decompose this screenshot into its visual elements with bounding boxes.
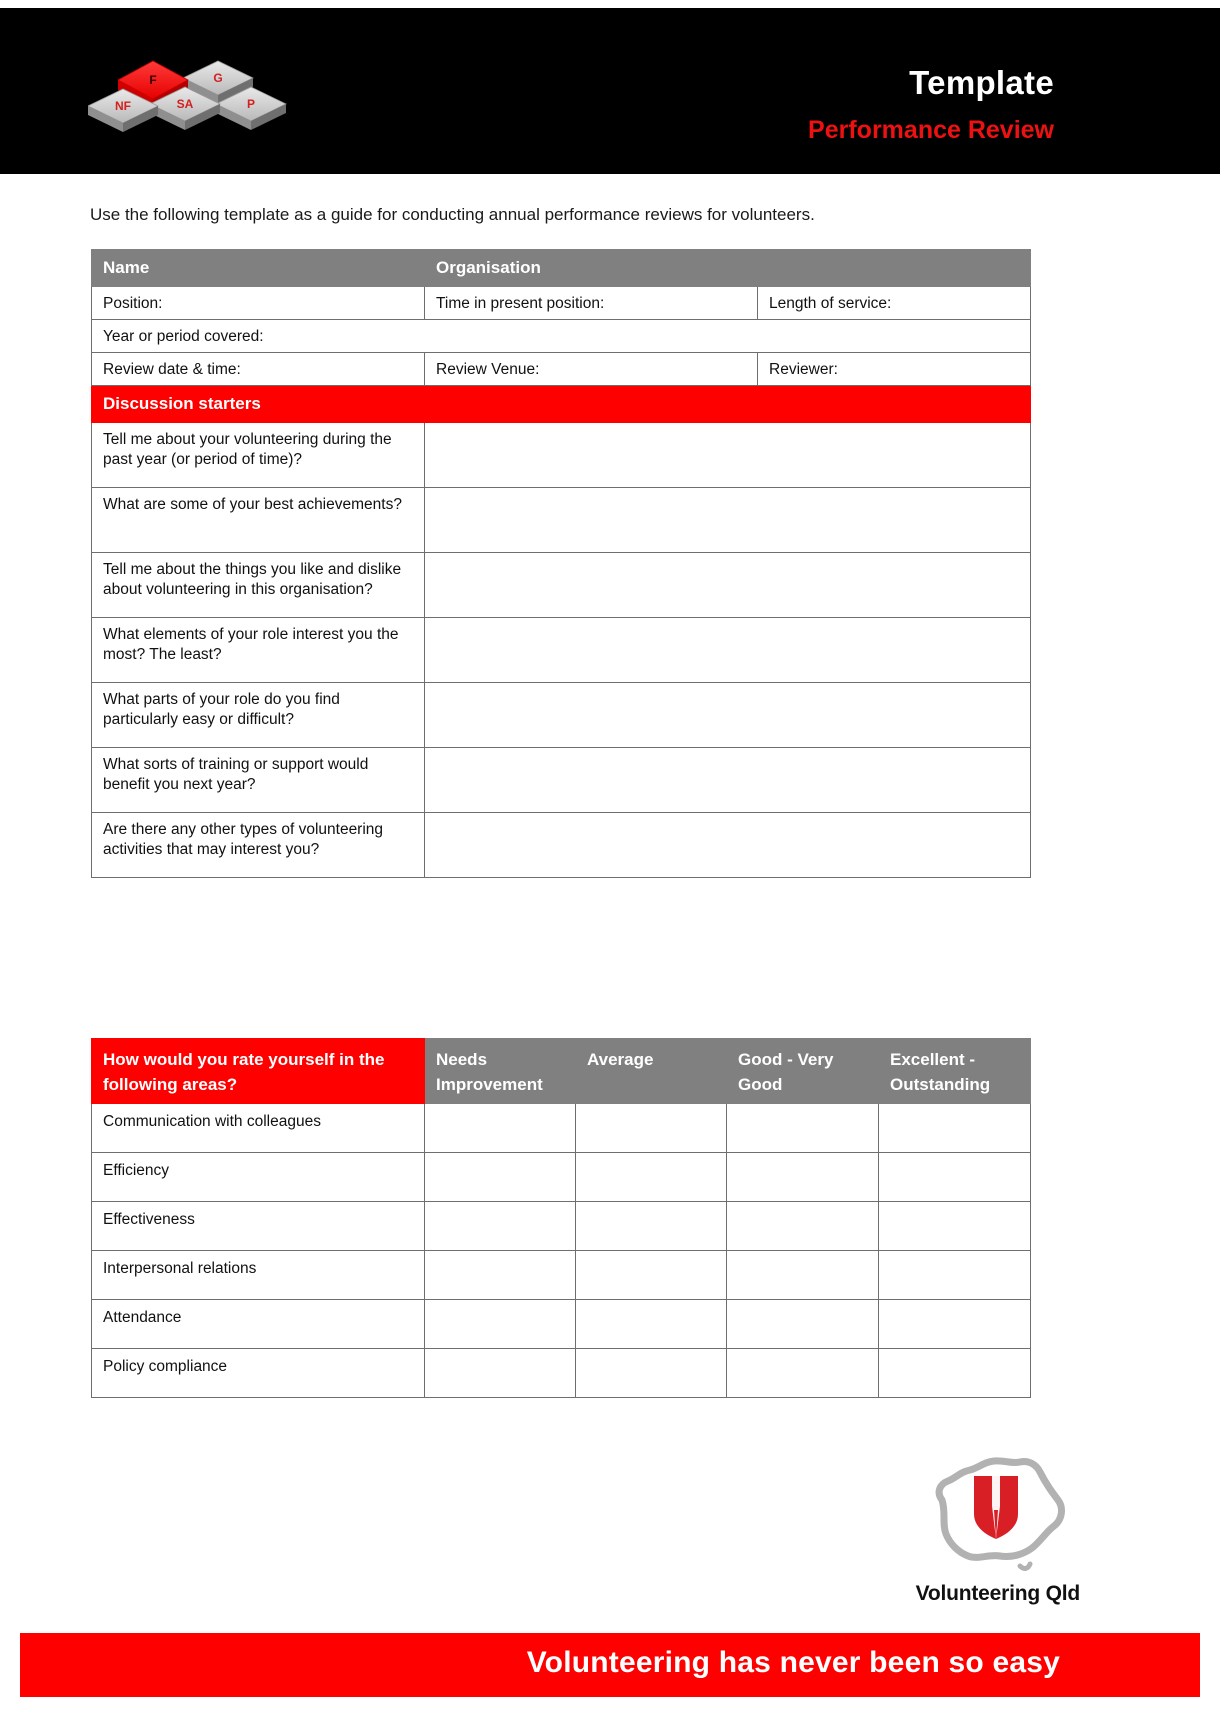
question-label: What are some of your best achievements?: [92, 488, 425, 553]
position-cell[interactable]: Position:: [92, 287, 425, 320]
table-row: [92, 353, 1031, 386]
rating-checkbox-cell[interactable]: [425, 1251, 576, 1300]
name-header-cell: Name: [92, 250, 425, 287]
fgsa-logo: [88, 48, 328, 138]
question-answer-cell[interactable]: [425, 423, 1031, 488]
table-row: [92, 813, 1031, 878]
isometric-blocks-icon: [88, 48, 328, 143]
table-row: [92, 683, 1031, 748]
rating-checkbox-cell[interactable]: [727, 1251, 879, 1300]
rating-checkbox-cell[interactable]: [879, 1300, 1031, 1349]
criterion-label: Effectiveness: [92, 1202, 425, 1251]
rating-checkbox-cell[interactable]: [576, 1104, 727, 1153]
rating-checkbox-cell[interactable]: [879, 1349, 1031, 1398]
rating-checkbox-cell[interactable]: [576, 1349, 727, 1398]
volunteering-qld-logo: [900, 1448, 1075, 1593]
criterion-label: Efficiency: [92, 1153, 425, 1202]
criterion-label: Interpersonal relations: [92, 1251, 425, 1300]
rating-prompt-cell: How would you rate yourself in the following areas?: [92, 1039, 425, 1104]
question-label: Tell me about the things you like and dislike about volunteering in this organisation?: [92, 553, 425, 618]
rating-checkbox-cell[interactable]: [425, 1153, 576, 1202]
rating-column-header: Average: [576, 1039, 727, 1104]
rating-checkbox-cell[interactable]: [425, 1202, 576, 1251]
criterion-label: Attendance: [92, 1300, 425, 1349]
svg-text:G: G: [213, 71, 223, 85]
rating-checkbox-cell[interactable]: [879, 1153, 1031, 1202]
question-answer-cell[interactable]: [425, 748, 1031, 813]
question-label: What parts of your role do you find particularly easy or difficult?: [92, 683, 425, 748]
svg-text:SA: SA: [176, 97, 194, 111]
rating-checkbox-cell[interactable]: [727, 1153, 879, 1202]
rating-checkbox-cell[interactable]: [879, 1251, 1031, 1300]
question-label: Are there any other types of volunteering activities that may interest you?: [92, 813, 425, 878]
question-label: What elements of your role interest you the most? The least?: [92, 618, 425, 683]
footer-tagline: Volunteering has never been so easy: [526, 1646, 1060, 1679]
question-answer-cell[interactable]: [425, 488, 1031, 553]
rating-checkbox-cell[interactable]: [576, 1300, 727, 1349]
rating-checkbox-cell[interactable]: [576, 1251, 727, 1300]
review-venue-cell[interactable]: Review Venue:: [425, 353, 758, 386]
review-date-cell[interactable]: Review date & time:: [92, 353, 425, 386]
question-label: What sorts of training or support would benefit you next year?: [92, 748, 425, 813]
volunteering-qld-wordmark: Volunteering Qld: [915, 1582, 1080, 1605]
table-row: [92, 1104, 1031, 1153]
self-rating-table: [91, 1038, 1031, 1398]
australia-map-icon: [900, 1448, 1075, 1593]
table-row: [92, 748, 1031, 813]
intro-text: Use the following template as a guide for conducting annual performance reviews for volunteers.: [90, 205, 815, 224]
table-row: [92, 250, 1031, 287]
time-in-position-cell[interactable]: Time in present position:: [425, 287, 758, 320]
year-period-cell[interactable]: Year or period covered:: [92, 320, 1031, 353]
rating-checkbox-cell[interactable]: [727, 1349, 879, 1398]
rating-column-header: Needs Improvement: [425, 1039, 576, 1104]
question-answer-cell[interactable]: [425, 813, 1031, 878]
discussion-starters-header: Discussion starters: [92, 386, 1031, 423]
length-of-service-cell[interactable]: Length of service:: [758, 287, 1031, 320]
rating-checkbox-cell[interactable]: [576, 1153, 727, 1202]
organisation-header-cell: Organisation: [425, 250, 1031, 287]
question-label: Tell me about your volunteering during the past year (or period of time)?: [92, 423, 425, 488]
reviewer-cell[interactable]: Reviewer:: [758, 353, 1031, 386]
page-header-band: [0, 8, 1220, 174]
page-subtitle: Performance Review: [808, 116, 1054, 144]
table-row: [92, 553, 1031, 618]
header-titles: [808, 63, 1054, 147]
svg-text:NF: NF: [115, 99, 131, 113]
table-row: [92, 1251, 1031, 1300]
rating-checkbox-cell[interactable]: [879, 1202, 1031, 1251]
table-row: [92, 1039, 1031, 1104]
volunteer-info-table: [91, 249, 1031, 878]
rating-checkbox-cell[interactable]: [727, 1202, 879, 1251]
rating-checkbox-cell[interactable]: [727, 1104, 879, 1153]
svg-text:P: P: [246, 97, 256, 111]
question-answer-cell[interactable]: [425, 618, 1031, 683]
rating-checkbox-cell[interactable]: [425, 1104, 576, 1153]
rating-column-header: Excellent - Outstanding: [879, 1039, 1031, 1104]
question-answer-cell[interactable]: [425, 683, 1031, 748]
rating-checkbox-cell[interactable]: [879, 1104, 1031, 1153]
table-row: [92, 1300, 1031, 1349]
table-row: [92, 287, 1031, 320]
table-row: [92, 488, 1031, 553]
table-row: [92, 423, 1031, 488]
table-row: [92, 618, 1031, 683]
rating-checkbox-cell[interactable]: [425, 1300, 576, 1349]
rating-column-header: Good - Very Good: [727, 1039, 879, 1104]
table-row: [92, 386, 1031, 423]
rating-checkbox-cell[interactable]: [576, 1202, 727, 1251]
svg-text:F: F: [149, 73, 157, 87]
rating-checkbox-cell[interactable]: [727, 1300, 879, 1349]
table-row: [92, 1202, 1031, 1251]
rating-checkbox-cell[interactable]: [425, 1349, 576, 1398]
table-row: [92, 1349, 1031, 1398]
page-title: Template: [909, 64, 1054, 101]
criterion-label: Communication with colleagues: [92, 1104, 425, 1153]
criterion-label: Policy compliance: [92, 1349, 425, 1398]
table-row: [92, 1153, 1031, 1202]
question-answer-cell[interactable]: [425, 553, 1031, 618]
table-row: [92, 320, 1031, 353]
